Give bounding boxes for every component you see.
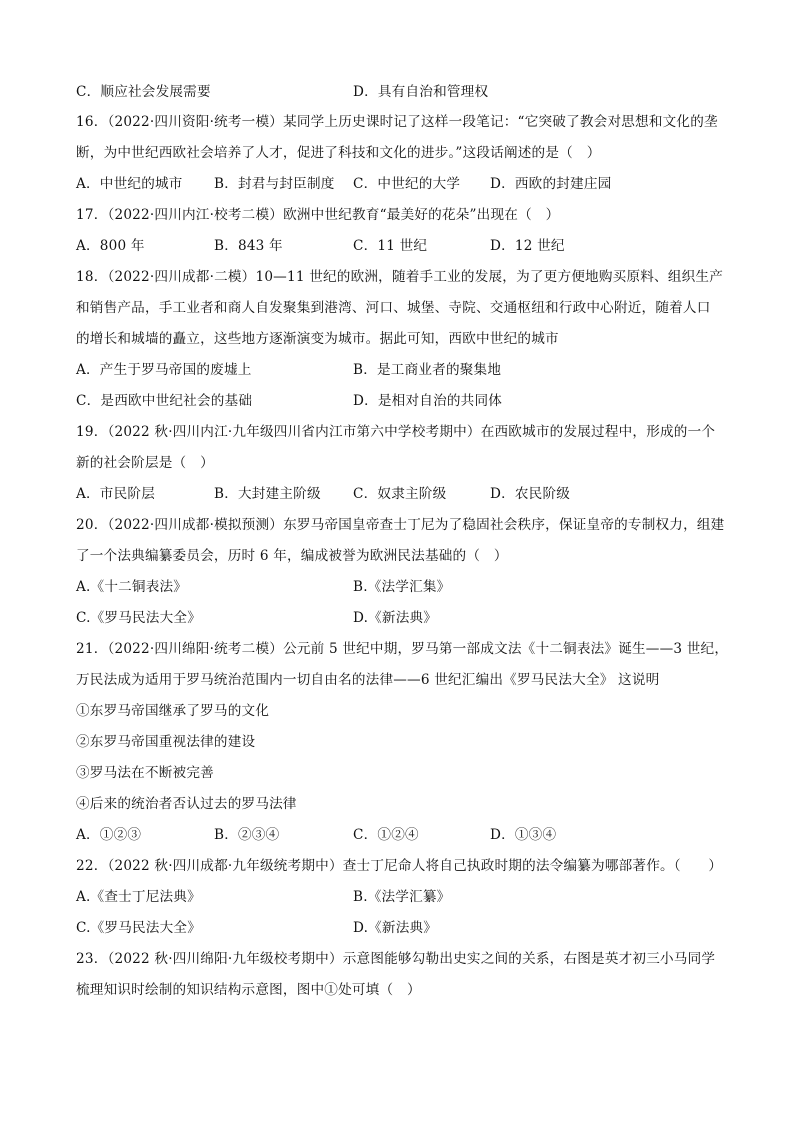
question-16-options-row [76, 174, 726, 194]
question-15-options-row [76, 82, 726, 102]
question-18-options-row-1 [76, 360, 726, 380]
option-b: B．是工商业者的聚集地 [353, 362, 502, 378]
option-b: B．②③④ [214, 827, 280, 843]
option-d: D．具有自治和管理权 [353, 84, 489, 100]
option-d: D．农民阶级 [490, 486, 571, 502]
question-20-options-row-1 [76, 577, 726, 597]
question-21-stem-line-1: 21．（2022·四川绵阳·统考二模）公元前 5 世纪中期，罗马第一部成文法《十二铜表法》诞生——3 世纪， [76, 641, 729, 657]
option-b: B．843 年 [214, 238, 283, 254]
question-20-stem-line-1: 20．（2022·四川成都·模拟预测）东罗马帝国皇帝查士丁尼为了稳固社会秩序，保证皇帝的专制权力，组建 [76, 517, 725, 533]
option-a: A．市民阶层 [76, 486, 155, 502]
question-18-stem-line-2: 和销售产品，手工业者和商人自发聚集到港湾、河口、城堡、寺院、交通枢纽和行政中心附近，随着人口 [76, 300, 711, 316]
option-a: A．产生于罗马帝国的废墟上 [76, 362, 252, 378]
option-d: D.《新法典》 [353, 920, 438, 936]
option-c: C．中世纪的大学 [353, 176, 461, 192]
option-a: A．中世纪的城市 [76, 176, 183, 192]
option-c: C．①②④ [353, 827, 419, 843]
option-c: C．11 世纪 [353, 238, 428, 254]
option-a: A.《十二铜表法》 [76, 579, 188, 595]
question-19-stem-line-2: 新的社会阶层是（ ） [76, 455, 214, 471]
question-18-stem-line-3: 的增长和城墙的矗立，这些地方逐渐演变为城市。据此可知，西欧中世纪的城市 [76, 331, 559, 347]
option-b: B.《法学汇集》 [353, 579, 451, 595]
option-c: C.《罗马民法大全》 [76, 610, 201, 626]
option-d: D．12 世纪 [490, 238, 565, 254]
statement-3: ③罗马法在不断被完善 [76, 765, 214, 781]
option-a: A．800 年 [76, 238, 145, 254]
question-20-stem-line-2: 了一个法典编纂委员会，历时 6 年，编成被誉为欧洲民法基础的（ ） [76, 548, 508, 564]
option-c: C．顺应社会发展需要 [76, 84, 211, 100]
option-c: C．是西欧中世纪社会的基础 [76, 393, 253, 409]
question-22-options-row-2 [76, 918, 726, 938]
question-17-options-row [76, 236, 726, 256]
question-21-stem-line-2: 万民法成为适用于罗马统治范围内一切自由名的法律——6 世纪汇编出《罗马民法大全》 这说明 [76, 672, 660, 688]
option-a: A.《查士丁尼法典》 [76, 889, 201, 905]
question-22-options-row-1 [76, 887, 726, 907]
question-21-options-row [76, 825, 726, 845]
statement-1: ①东罗马帝国继承了罗马的文化 [76, 703, 270, 719]
option-d: D.《新法典》 [353, 610, 438, 626]
statement-2: ②东罗马帝国重视法律的建设 [76, 734, 256, 750]
question-23-stem-line-2: 梳理知识时绘制的知识结构示意图，图中①处可填（ ） [76, 982, 421, 998]
question-18-options-row-2 [76, 391, 726, 411]
question-16-stem-line-1: 16．（2022·四川资阳·统考一模）某同学上历史课时记了这样一段笔记：“它突破了教会对思想和文化的垄 [76, 114, 718, 130]
option-d: D．西欧的封建庄园 [490, 176, 612, 192]
option-d: D．①③④ [490, 827, 557, 843]
question-16-stem-line-2: 断，为中世纪西欧社会培养了人才，促进了科技和文化的进步。”这段话阐述的是（ ） [76, 145, 601, 161]
option-d: D．是相对自治的共同体 [353, 393, 503, 409]
question-17-stem-line-1: 17．（2022·四川内江·校考二模）欧洲中世纪教育“最美好的花朵”出现在（ ） [76, 207, 560, 223]
option-b: B．封君与封臣制度 [214, 176, 335, 192]
question-22-stem-line-1: 22．（2022 秋·四川成都·九年级统考期中）查士丁尼命人将自己执政时期的法令编纂为哪部著作。（ ） [76, 858, 723, 874]
question-20-options-row-2 [76, 608, 726, 628]
question-23-stem-line-1: 23．（2022 秋·四川绵阳·九年级校考期中）示意图能够勾勒出史实之间的关系，右图是英才初三小马同学 [76, 951, 716, 967]
option-a: A．①②③ [76, 827, 142, 843]
question-18-stem-line-1: 18．（2022·四川成都·二模）10—11 世纪的欧洲，随着手工业的发展，为了更方便地购买原料、组织生产 [76, 269, 723, 285]
option-b: B．大封建主阶级 [214, 486, 321, 502]
option-c: C.《罗马民法大全》 [76, 920, 201, 936]
question-19-options-row [76, 484, 726, 504]
question-19-stem-line-1: 19．（2022 秋·四川内江·九年级四川省内江市第六中学校考期中）在西欧城市的发展过程中，形成的一个 [76, 424, 716, 440]
option-b: B.《法学汇纂》 [353, 889, 451, 905]
statement-4: ④后来的统治者否认过去的罗马法律 [76, 796, 297, 812]
option-c: C．奴隶主阶级 [353, 486, 447, 502]
